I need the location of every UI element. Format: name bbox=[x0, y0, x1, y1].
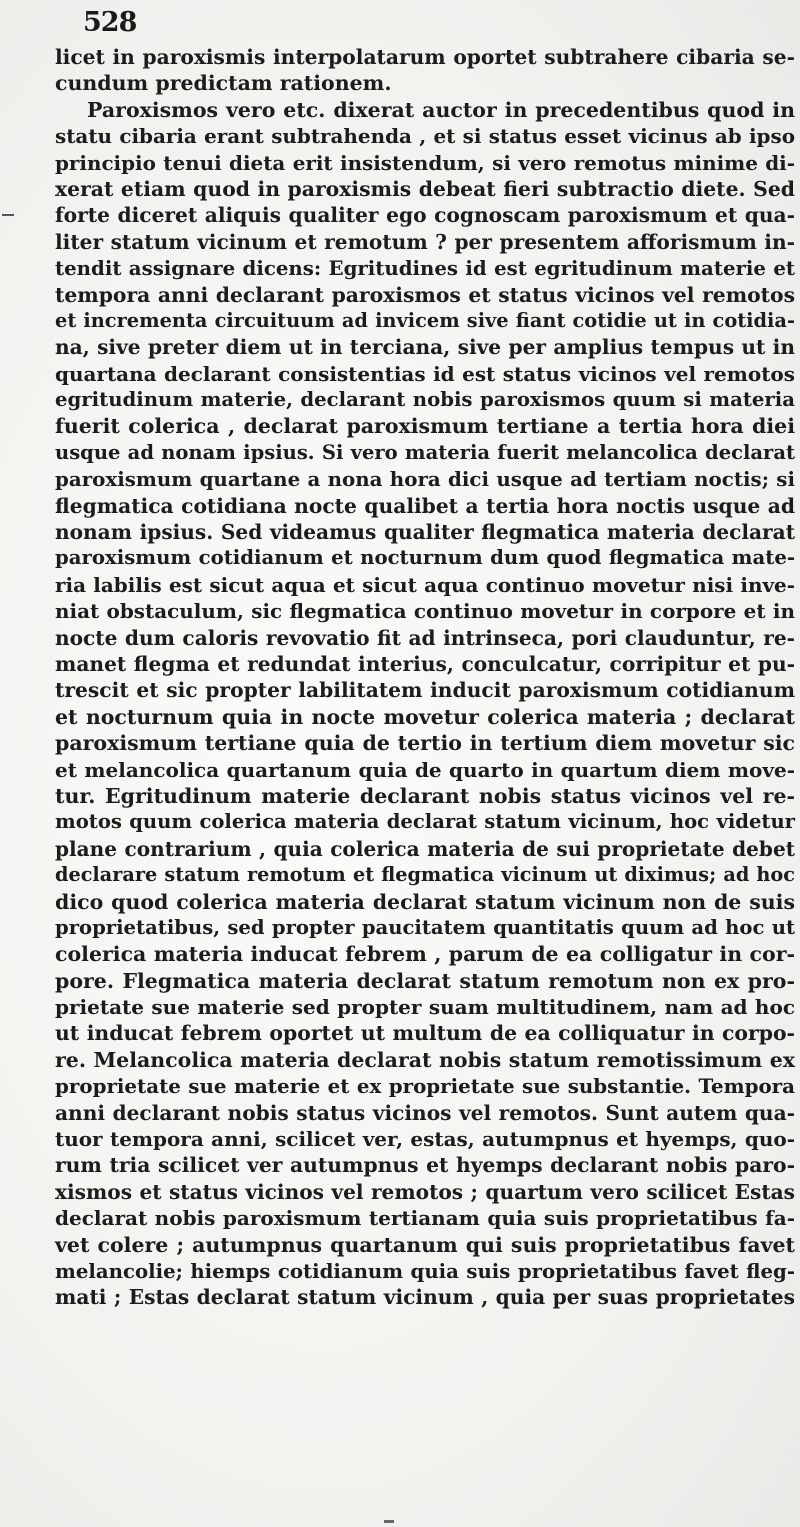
text-line: paroxismum cotidianum et nocturnum dum quod flegmatica mate- bbox=[55, 546, 795, 570]
text-line: et melancolica quartanum quia de quarto in quartum diem move- bbox=[55, 757, 795, 782]
text-line: ut inducat febrem oportet ut multum de ea colliquatur in corpo- bbox=[55, 1021, 795, 1046]
text-line: declarat nobis paroxismum tertianam quia suis proprietatibus fa- bbox=[55, 1206, 795, 1231]
text-line: trescit et sic propter labilitatem inducit paroxismum cotidianum bbox=[55, 678, 795, 703]
text-line: tur. Egritudinum materie declarant nobis status vicinos vel re- bbox=[55, 783, 795, 808]
text-line: re. Melancolica materia declarat nobis statum remotissimum ex bbox=[55, 1047, 795, 1072]
text-line: proprietate sue materie et ex proprietate sue substantie. Tempora bbox=[55, 1074, 795, 1099]
body-text bbox=[55, 44, 795, 1311]
text-line: proprietatibus, sed propter paucitatem quantitatis quum ad hoc ut bbox=[55, 915, 795, 939]
text-line: tendit assignare dicens: Egritudines id est egritudinum materie et bbox=[55, 256, 795, 281]
text-line: fuerit colerica , declarat paroxismum tertiane a tertia hora diei bbox=[55, 414, 795, 439]
text-line: melancolie; hiemps cotidianum quia suis proprietatibus favet fleg- bbox=[55, 1258, 795, 1283]
text-line: statu cibaria erant subtrahenda , et si status esset vicinus ab ipso bbox=[55, 124, 795, 149]
text-line: ria labilis est sicut aqua et sicut aqua continuo movetur nisi inve- bbox=[55, 572, 795, 597]
text-line: liter statum vicinum et remotum ? per presentem afforismum in- bbox=[55, 229, 795, 254]
text-line: niat obstaculum, sic flegmatica continuo movetur in corpore et in bbox=[55, 599, 795, 624]
text-line: manet flegma et redundat interius, conculcatur, corripitur et pu- bbox=[55, 651, 795, 676]
text-line: forte diceret aliquis qualiter ego cognoscam paroxismum et qua- bbox=[55, 203, 795, 228]
text-line: mati ; Estas declarat statum vicinum , quia per suas proprietates bbox=[55, 1285, 795, 1310]
text-line: na, sive preter diem ut in terciana, sive per amplius tempus ut in bbox=[55, 335, 795, 360]
page-number: 528 bbox=[83, 7, 137, 38]
text-line: tuor tempora anni, scilicet ver, estas, autumpnus et hyemps, quo- bbox=[55, 1127, 795, 1152]
text-line: et nocturnum quia in nocte movetur colerica materia ; declarat bbox=[55, 704, 795, 729]
text-line: flegmatica cotidiana nocte qualibet a tertia hora noctis usque ad bbox=[55, 493, 795, 518]
text-line: prietate sue materie sed propter suam multitudinem, nam ad hoc bbox=[55, 995, 795, 1020]
text-line: tempora anni declarant paroxismos et status vicinos vel remotos bbox=[55, 282, 795, 307]
text-line: quartana declarant consistentias id est status vicinos vel remotos bbox=[55, 361, 795, 386]
text-line: dico quod colerica materia declarat statum vicinum non de suis bbox=[55, 889, 795, 914]
text-line: vet colere ; autumpnus quartanum qui suis proprietatibus favet bbox=[55, 1232, 795, 1257]
text-line: plane contrarium , quia colerica materia de sui proprietate debet bbox=[55, 836, 795, 861]
text-line: nocte dum caloris revovatio fit ad intrinseca, pori clauduntur, re- bbox=[55, 625, 795, 650]
text-line: usque ad nonam ipsius. Si vero materia fuerit melancolica declarat bbox=[55, 440, 795, 464]
text-line: cundum predictam rationem. bbox=[55, 71, 392, 96]
bottom-mark bbox=[384, 1520, 394, 1523]
text-line: licet in paroxismis interpolatarum oportet subtrahere cibaria se- bbox=[55, 45, 795, 69]
text-line: rum tria scilicet ver autumpnus et hyemps declarant nobis paro- bbox=[55, 1153, 795, 1178]
text-line: xerat etiam quod in paroxismis debeat fieri subtractio diete. Sed bbox=[55, 176, 795, 201]
text-line: nonam ipsius. Sed videamus qualiter flegmatica materia declarat bbox=[55, 520, 795, 545]
text-line: xismos et status vicinos vel remotos ; quartum vero scilicet Estas bbox=[55, 1179, 795, 1204]
text-line: pore. Flegmatica materia declarat statum remotum non ex pro- bbox=[55, 968, 795, 993]
margin-mark bbox=[2, 214, 14, 216]
text-line: paroxismum quartane a nona hora dici usque ad tertiam noctis; si bbox=[55, 467, 795, 492]
text-line: paroxismum tertiane quia de tertio in tertium diem movetur sic bbox=[55, 731, 795, 756]
text-line: colerica materia inducat febrem , parum de ea colligatur in cor- bbox=[55, 942, 795, 967]
text-line: egritudinum materie, declarant nobis paroxismos quum si materia bbox=[55, 388, 795, 412]
text-line: et incrementa circuituum ad invicem sive fiant cotidie ut in cotidia- bbox=[55, 308, 795, 332]
text-line: anni declarant nobis status vicinos vel remotos. Sunt autem qua- bbox=[55, 1100, 795, 1125]
text-line: declarare statum remotum et flegmatica vicinum ut diximus; ad hoc bbox=[55, 863, 795, 887]
text-line: Paroxismos vero etc. dixerat auctor in precedentibus quod in bbox=[87, 97, 795, 122]
text-line: principio tenui dieta erit insistendum, si vero remotus minime di- bbox=[55, 150, 795, 175]
text-line: motos quum colerica materia declarat statum vicinum, hoc videtur bbox=[55, 810, 795, 834]
